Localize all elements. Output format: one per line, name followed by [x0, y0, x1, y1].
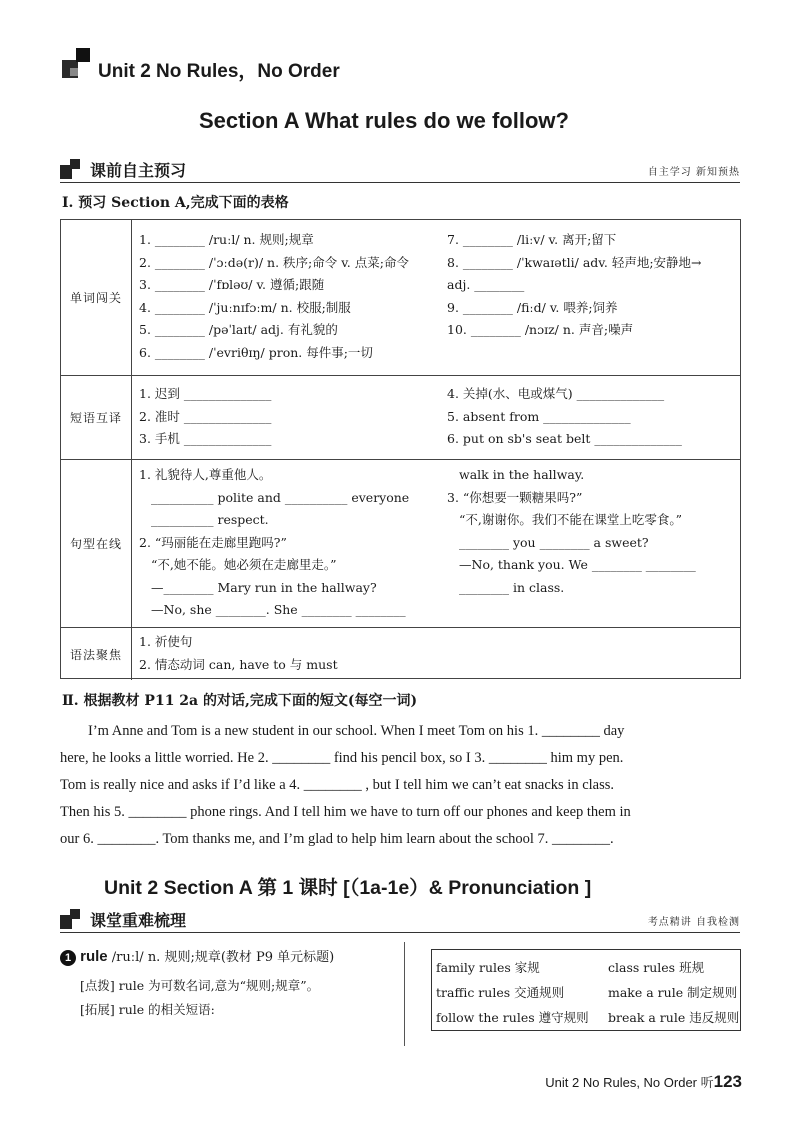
passage-line: our 6. ________. Tom thanks me, and I’m glad to help him learn about the school 7. ________. — [60, 831, 614, 847]
unit-title: Unit 2 No Rules，No Order — [98, 61, 340, 82]
grammar-item: 1. 祈使句 — [139, 634, 193, 649]
row-label: 句型在线 — [61, 460, 132, 627]
page-footer — [545, 1072, 742, 1092]
phrase-item: 4. 关掉(水、电或煤气) ______________ — [447, 386, 665, 401]
phrase-item: 1. 迟到 ______________ — [139, 386, 272, 401]
phrase-item: 2. 准时 ______________ — [139, 408, 272, 424]
preview-tag: 自主学习 新知预热 — [647, 167, 740, 178]
page-number: 123 — [713, 1072, 742, 1091]
vocab-item: 4. ________ /ˈjuːnɪfɔːm/ n. 校服;制服 — [139, 299, 351, 315]
entry-number-icon: 1 — [60, 950, 76, 966]
passage-line: here, he looks a little worried. He 2. ________ find his pencil box, so I 3. ________ him my pen. — [60, 750, 624, 766]
vocab-item: 1. ________ /ruːl/ n. 规则;规章 — [139, 232, 314, 247]
entry-pron: /ruːl/ n. 规则;规章(教材 P9 单元标题) — [111, 950, 335, 965]
part2-heading: Ⅱ. 根据教材 P11 2a 的对话,完成下面的短文(每空一词) — [62, 693, 418, 709]
passage — [60, 718, 744, 853]
vocab-item: 5. ________ /pəˈlaɪt/ adj. 有礼貌的 — [139, 322, 338, 337]
passage-line: Tom is really nice and asks if I’d like a 4. ________ , but I tell him we can’t eat snacks in class. — [60, 777, 615, 793]
passage-line: I’m Anne and Tom is a new student in our school. When I meet Tom on his 1. ________ day — [88, 723, 625, 739]
sentence-line: 1. 礼貌待人,尊重他人。 — [139, 467, 272, 482]
footer-text: Unit 2 No Rules, No Order 听 — [545, 1075, 714, 1090]
row-label: 短语互译 — [61, 376, 132, 459]
vocab-item: 10. ________ /nɔɪz/ n. 声音;噪声 — [447, 322, 634, 337]
row-label: 单词闯关 — [61, 220, 132, 375]
row-label: 语法聚焦 — [61, 628, 132, 680]
entry-word: rule — [80, 948, 108, 965]
vocab-item: adj. ________ — [447, 277, 525, 292]
vocab-item: 7. ________ /liːv/ v. 离开;留下 — [447, 232, 617, 247]
vocab-item: 8. ________ /ˈkwaɪətli/ adv. 轻声地;安静地→ — [447, 254, 702, 270]
phrase-box — [431, 949, 741, 1031]
phrase-item: 5. absent from ______________ — [447, 408, 631, 424]
classroom-title: 课堂重难梳理 — [90, 913, 187, 930]
sentence-line: “不,谢谢你。我们不能在课堂上吃零食。” — [459, 512, 683, 527]
sentence-line: —No, thank you. We ________ ________ — [459, 557, 696, 572]
phrase-item: 6. put on sb's seat belt ______________ — [447, 431, 682, 446]
sentence-line: walk in the hallway. — [459, 467, 585, 482]
sentence-line: —No, she ________. She ________ ________ — [151, 602, 406, 617]
phrase-box-item: family rules 家规 — [436, 960, 540, 975]
preview-table — [60, 219, 741, 679]
phrase-box-item: follow the rules 遵守规则 — [436, 1010, 589, 1025]
table-row-sentences — [61, 460, 740, 628]
sentence-line: “不,她不能。她必须在走廊里走。” — [151, 557, 337, 572]
vocab-item: 3. ________ /ˈfɒləʊ/ v. 遵循;跟随 — [139, 277, 325, 292]
part1-heading: Ⅰ. 预习 Section A,完成下面的表格 — [62, 195, 289, 211]
table-row-grammar — [61, 628, 740, 680]
lesson-title: Unit 2 Section A 第 1 课时 [（1a-1e）& Pronunciation ] — [104, 877, 592, 899]
sentence-line: 2. “玛丽能在走廊里跑吗?” — [139, 534, 287, 550]
phrase-box-item: class rules 班规 — [608, 960, 705, 975]
entry-ext: [拓展] rule 的相关短语: — [80, 1002, 215, 1017]
vocab-item: 2. ________ /ˈɔːdə(r)/ n. 秩序;命令 v. 点菜;命令 — [139, 254, 409, 270]
grammar-item: 2. 情态动词 can, have to 与 must — [139, 656, 338, 672]
classroom-section-bar — [60, 906, 740, 933]
divider — [404, 942, 405, 1046]
section-block-icon — [60, 159, 82, 179]
sentence-line: __________ polite and __________ everyone — [151, 489, 410, 505]
phrase-item: 3. 手机 ______________ — [139, 431, 272, 446]
table-row-phrases — [61, 376, 740, 460]
classroom-tag: 考点精讲 自我检测 — [647, 917, 740, 928]
sentence-line: —________ Mary run in the hallway? — [151, 579, 377, 595]
table-row-vocab — [61, 220, 740, 376]
section-title: Section A What rules do we follow? — [199, 108, 569, 133]
sentence-line: 3. “你想要一颗糖果吗?” — [447, 489, 583, 505]
entry-tip: [点拨] rule 为可数名词,意为“规则;规章”。 — [80, 978, 320, 993]
phrase-box-item: traffic rules 交通规则 — [436, 985, 565, 1000]
sentence-line: __________ respect. — [151, 512, 269, 527]
phrase-box-item: make a rule 制定规则 — [608, 985, 738, 1000]
rule-entry — [60, 946, 334, 966]
preview-section-bar — [60, 156, 740, 183]
sentence-line: ________ you ________ a sweet? — [459, 534, 649, 550]
phrase-box-item: break a rule 违反规则 — [608, 1010, 740, 1025]
unit-mark-icon — [62, 48, 92, 80]
vocab-item: 6. ________ /ˈevriθɪŋ/ pron. 每件事;一切 — [139, 344, 373, 360]
sentence-line: ________ in class. — [459, 579, 565, 595]
section-block-icon — [60, 909, 82, 929]
preview-title: 课前自主预习 — [90, 163, 187, 180]
vocab-item: 9. ________ /fiːd/ v. 喂养;饲养 — [447, 299, 618, 315]
passage-line: Then his 5. ________ phone rings. And I tell him we have to turn off our phones and keep them in — [60, 804, 631, 820]
